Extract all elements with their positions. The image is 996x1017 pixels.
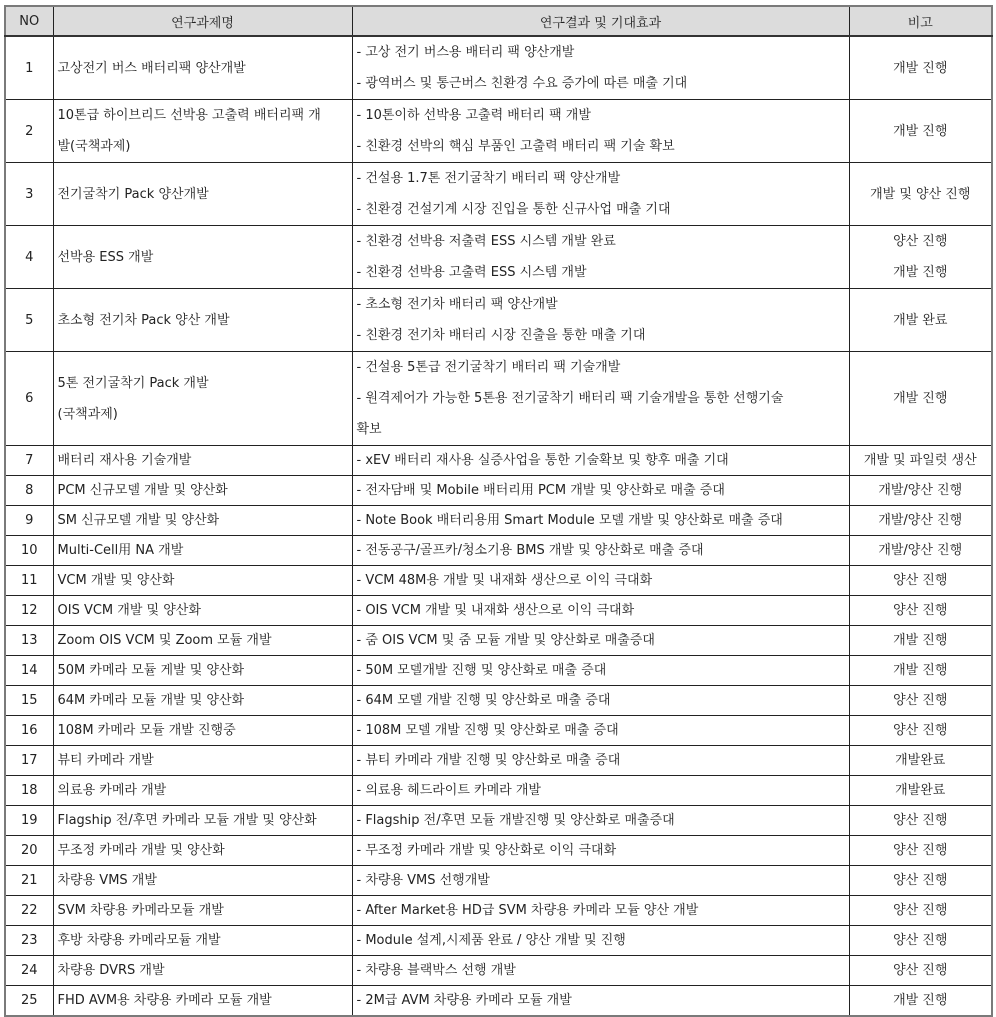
- row-number: 4: [5, 226, 53, 289]
- result-and-effect-line: - 줌 OIS VCM 및 줌 모듈 개발 및 양산화로 매출증대: [356, 633, 655, 648]
- result-and-effect: [352, 866, 849, 896]
- status-note: [849, 226, 992, 289]
- status-note: [849, 836, 992, 866]
- table-row: [5, 686, 992, 716]
- result-and-effect: [352, 656, 849, 686]
- status-note-line: 양산 진행: [893, 963, 948, 978]
- status-note: [849, 352, 992, 446]
- result-and-effect-line: - 친환경 건설기계 시장 진입을 통한 신규사업 매출 기대: [356, 202, 671, 217]
- project-title: [53, 776, 352, 806]
- table-row: [5, 956, 992, 986]
- project-title: [53, 163, 352, 226]
- project-title-line: FHD AVM용 차량용 카메라 모듈 개발: [57, 993, 272, 1008]
- table-row: [5, 716, 992, 746]
- result-and-effect-line: 확보: [356, 422, 382, 437]
- table-row: [5, 36, 992, 100]
- row-number: 15: [5, 686, 53, 716]
- result-and-effect-line: - Module 설계,시제품 완료 / 양산 개발 및 진행: [356, 933, 626, 948]
- table-row: [5, 866, 992, 896]
- row-number: 6: [5, 352, 53, 446]
- result-and-effect-line: - VCM 48M용 개발 및 내재화 생산으로 이익 극대화: [356, 573, 653, 588]
- status-note: [849, 476, 992, 506]
- row-number: 19: [5, 806, 53, 836]
- project-title: [53, 896, 352, 926]
- status-note: [849, 746, 992, 776]
- status-note-line: 양산 진행: [893, 693, 948, 708]
- table-container: [4, 5, 993, 1017]
- project-title: [53, 352, 352, 446]
- result-and-effect: [352, 686, 849, 716]
- header-title: 연구과제명: [53, 6, 352, 36]
- table-body: [5, 36, 992, 1016]
- row-number: 22: [5, 896, 53, 926]
- project-title-line: 전기굴착기 Pack 양산개발: [57, 186, 209, 202]
- result-and-effect-line: - 의료용 헤드라이트 카메라 개발: [356, 783, 541, 798]
- row-number: 20: [5, 836, 53, 866]
- table-row: [5, 100, 992, 163]
- project-title-line: Multi-Cell用 NA 개발: [57, 543, 184, 558]
- status-note-line: 양산 진행: [893, 933, 948, 948]
- result-and-effect: [352, 746, 849, 776]
- result-and-effect-line: - 2M급 AVM 차량용 카메라 모듈 개발: [356, 993, 572, 1008]
- table-row: [5, 476, 992, 506]
- result-and-effect: [352, 956, 849, 986]
- table-row: [5, 806, 992, 836]
- row-number: 17: [5, 746, 53, 776]
- status-note: [849, 776, 992, 806]
- result-and-effect-line: - 원격제어가 가능한 5톤용 전기굴착기 배터리 팩 기술개발을 통한 선행기술: [356, 391, 784, 406]
- result-and-effect-line: - 초소형 전기차 배터리 팩 양산개발: [356, 297, 558, 312]
- project-title: [53, 806, 352, 836]
- table-row: [5, 289, 992, 352]
- project-title-line: 고상전기 버스 배터리팩 양산개발: [57, 60, 246, 76]
- result-and-effect: [352, 226, 849, 289]
- status-note-line: 개발 및 파일럿 생산: [863, 453, 977, 468]
- status-note: [849, 163, 992, 226]
- row-number: 1: [5, 36, 53, 100]
- status-note-line: 개발 진행: [893, 123, 948, 139]
- header-note: 비고: [849, 6, 992, 36]
- row-number: 7: [5, 446, 53, 476]
- status-note: [849, 956, 992, 986]
- result-and-effect-line: - 전동공구/골프카/청소기용 BMS 개발 및 양산화로 매출 증대: [356, 543, 704, 558]
- result-and-effect-line: - 건설용 1.7톤 전기굴착기 배터리 팩 양산개발: [356, 171, 621, 186]
- result-and-effect-line: - 고상 전기 버스용 배터리 팩 양산개발: [356, 45, 575, 60]
- project-title-line: OIS VCM 개발 및 양산화: [57, 603, 201, 618]
- status-note-line: 양산 진행: [893, 573, 948, 588]
- result-and-effect-line: - OIS VCM 개발 및 내재화 생산으로 이익 극대화: [356, 603, 635, 618]
- row-number: 3: [5, 163, 53, 226]
- status-note: [849, 866, 992, 896]
- status-note-line: 양산 진행: [893, 723, 948, 738]
- status-note-line: 개발 진행: [893, 265, 948, 280]
- result-and-effect-line: - Flagship 전/후면 모듈 개발진행 및 양산화로 매출증대: [356, 813, 675, 828]
- project-title: [53, 566, 352, 596]
- result-and-effect-line: - 친환경 선박의 핵심 부품인 고출력 배터리 팩 기술 확보: [356, 139, 675, 154]
- status-note-line: 양산 진행: [893, 813, 948, 828]
- result-and-effect-line: - 건설용 5톤급 전기굴착기 배터리 팩 기술개발: [356, 360, 621, 375]
- result-and-effect: [352, 926, 849, 956]
- table-row: [5, 746, 992, 776]
- header-no: NO: [5, 6, 53, 36]
- table-row: [5, 506, 992, 536]
- table-row: [5, 776, 992, 806]
- project-title-line: 50M 카메라 모듈 게발 및 양산화: [57, 663, 245, 678]
- status-note: [849, 986, 992, 1017]
- status-note-line: 개발 진행: [893, 391, 948, 406]
- status-note-line: 개발 진행: [893, 633, 948, 648]
- project-title: [53, 506, 352, 536]
- result-and-effect: [352, 446, 849, 476]
- status-note: [849, 656, 992, 686]
- result-and-effect-line: - 50M 모델개발 진행 및 양산화로 매출 증대: [356, 663, 607, 678]
- project-title: [53, 926, 352, 956]
- project-title-line: 108M 카메라 모듈 개발 진행중: [57, 723, 236, 738]
- result-and-effect-line: - 10톤이하 선박용 고출력 배터리 팩 개발: [356, 108, 591, 123]
- table-row: [5, 926, 992, 956]
- project-title: [53, 746, 352, 776]
- result-and-effect-line: - After Market용 HD급 SVM 차량용 카메라 모듈 양산 개발: [356, 903, 699, 918]
- project-title-line: PCM 신규모델 개발 및 양산화: [57, 483, 228, 498]
- result-and-effect-line: - 무조정 카메라 개발 및 양산화로 이익 극대화: [356, 843, 617, 858]
- status-note-line: 개발완료: [895, 753, 946, 768]
- status-note: [849, 626, 992, 656]
- project-title-line: SM 신규모델 개발 및 양산화: [57, 513, 220, 528]
- status-note: [849, 686, 992, 716]
- result-and-effect: [352, 352, 849, 446]
- project-title: [53, 289, 352, 352]
- result-and-effect: [352, 100, 849, 163]
- result-and-effect: [352, 596, 849, 626]
- status-note-line: 개발 및 양산 진행: [870, 186, 971, 202]
- result-and-effect: [352, 566, 849, 596]
- project-title-line: 의료용 카메라 개발: [57, 783, 167, 798]
- result-and-effect-line: - Note Book 배터리용用 Smart Module 모델 개발 및 양산화로 매출 증대: [356, 513, 783, 528]
- status-note-line: 양산 진행: [893, 903, 948, 918]
- status-note-line: 양산 진행: [893, 234, 948, 249]
- result-and-effect-line: - 뷰티 카메라 개발 진행 및 양산화로 매출 증대: [356, 753, 621, 768]
- project-title: [53, 226, 352, 289]
- project-title: [53, 476, 352, 506]
- result-and-effect: [352, 806, 849, 836]
- row-number: 5: [5, 289, 53, 352]
- result-and-effect-line: - 전자담배 및 Mobile 배터리用 PCM 개발 및 양산화로 매출 증대: [356, 483, 725, 498]
- result-and-effect: [352, 536, 849, 566]
- project-title: [53, 596, 352, 626]
- result-and-effect-line: - 친환경 선박용 고출력 ESS 시스템 개발: [356, 265, 587, 280]
- row-number: 11: [5, 566, 53, 596]
- result-and-effect: [352, 476, 849, 506]
- project-title-line: Flagship 전/후면 카메라 모듈 개발 및 양산화: [57, 813, 317, 828]
- status-note-line: 개발 진행: [893, 993, 948, 1008]
- result-and-effect-line: - 차량용 블랙박스 선행 개발: [356, 963, 516, 978]
- table-row: [5, 163, 992, 226]
- project-title-line: 10톤급 하이브리드 선박용 고출력 배터리팩 개: [57, 108, 321, 123]
- status-note: [849, 289, 992, 352]
- project-title-line: SVM 차량용 카메라모듈 개발: [57, 903, 224, 918]
- table-row: [5, 626, 992, 656]
- project-title-line: 배터리 재사용 기술개발: [57, 453, 192, 468]
- status-note-line: 양산 진행: [893, 873, 948, 888]
- project-title-line: 선박용 ESS 개발: [57, 249, 154, 265]
- table-row: [5, 836, 992, 866]
- result-and-effect: [352, 289, 849, 352]
- table-row: [5, 656, 992, 686]
- project-title: [53, 956, 352, 986]
- table-row: [5, 226, 992, 289]
- result-and-effect-line: - xEV 배터리 재사용 실증사업을 통한 기술확보 및 향후 매출 기대: [356, 453, 729, 468]
- project-title: [53, 686, 352, 716]
- result-and-effect: [352, 776, 849, 806]
- project-title-line: 무조정 카메라 개발 및 양산화: [57, 843, 225, 858]
- table-row: [5, 566, 992, 596]
- result-and-effect: [352, 506, 849, 536]
- status-note: [849, 566, 992, 596]
- project-title-line: 차량용 DVRS 개발: [57, 963, 165, 978]
- row-number: 13: [5, 626, 53, 656]
- status-note-line: 개발 진행: [893, 663, 948, 678]
- row-number: 21: [5, 866, 53, 896]
- row-number: 24: [5, 956, 53, 986]
- project-title: [53, 836, 352, 866]
- table-row: [5, 536, 992, 566]
- result-and-effect-line: - 광역버스 및 통근버스 친환경 수요 증가에 따른 매출 기대: [356, 76, 688, 91]
- project-title-line: 초소형 전기차 Pack 양산 개발: [57, 312, 230, 328]
- status-note: [849, 716, 992, 746]
- status-note-line: 개발 완료: [893, 312, 948, 328]
- result-and-effect-line: - 64M 모델 개발 진행 및 양산화로 매출 증대: [356, 693, 611, 708]
- project-title: [53, 100, 352, 163]
- row-number: 25: [5, 986, 53, 1017]
- status-note-line: 양산 진행: [893, 843, 948, 858]
- status-note: [849, 100, 992, 163]
- result-and-effect: [352, 986, 849, 1017]
- status-note: [849, 896, 992, 926]
- header-result: 연구결과 및 기대효과: [352, 6, 849, 36]
- project-title-line: VCM 개발 및 양산화: [57, 573, 175, 588]
- project-title: [53, 986, 352, 1017]
- project-title-line: 64M 카메라 모듈 개발 및 양산화: [57, 693, 245, 708]
- result-and-effect: [352, 626, 849, 656]
- status-note: [849, 446, 992, 476]
- status-note-line: 양산 진행: [893, 603, 948, 618]
- project-title-line: 차량용 VMS 개발: [57, 873, 157, 888]
- table-row: [5, 986, 992, 1017]
- project-title: [53, 656, 352, 686]
- status-note-line: 개발/양산 진행: [878, 543, 963, 558]
- project-title: [53, 626, 352, 656]
- project-title: [53, 446, 352, 476]
- row-number: 18: [5, 776, 53, 806]
- project-title: [53, 716, 352, 746]
- row-number: 10: [5, 536, 53, 566]
- row-number: 23: [5, 926, 53, 956]
- row-number: 9: [5, 506, 53, 536]
- result-and-effect: [352, 836, 849, 866]
- result-and-effect: [352, 36, 849, 100]
- project-title-line: Zoom OIS VCM 및 Zoom 모듈 개발: [57, 633, 272, 648]
- result-and-effect: [352, 163, 849, 226]
- status-note-line: 개발완료: [895, 783, 946, 798]
- status-note: [849, 536, 992, 566]
- table-row: [5, 596, 992, 626]
- project-title-line: 발(국책과제): [57, 139, 131, 154]
- project-title: [53, 866, 352, 896]
- project-title-line: (국책과제): [57, 406, 118, 422]
- result-and-effect: [352, 716, 849, 746]
- row-number: 16: [5, 716, 53, 746]
- project-title-line: 뷰티 카메라 개발: [57, 753, 154, 768]
- result-and-effect-line: - 친환경 선박용 저출력 ESS 시스템 개발 완료: [356, 234, 616, 249]
- status-note: [849, 36, 992, 100]
- row-number: 14: [5, 656, 53, 686]
- status-note: [849, 926, 992, 956]
- status-note-line: 개발/양산 진행: [878, 483, 963, 498]
- project-title: [53, 536, 352, 566]
- result-and-effect-line: - 차량용 VMS 선행개발: [356, 873, 490, 888]
- status-note: [849, 506, 992, 536]
- status-note-line: 개발/양산 진행: [878, 513, 963, 528]
- table-row: [5, 446, 992, 476]
- row-number: 2: [5, 100, 53, 163]
- row-number: 8: [5, 476, 53, 506]
- row-number: 12: [5, 596, 53, 626]
- research-projects-table: [4, 5, 993, 1017]
- status-note-line: 개발 진행: [893, 60, 948, 76]
- project-title-line: 후방 차량용 카메라모듈 개발: [57, 933, 221, 948]
- table-row: [5, 352, 992, 446]
- table-row: [5, 896, 992, 926]
- result-and-effect-line: - 108M 모델 개발 진행 및 양산화로 매출 증대: [356, 723, 619, 738]
- table-header-row: [5, 6, 992, 36]
- project-title: [53, 36, 352, 100]
- result-and-effect: [352, 896, 849, 926]
- result-and-effect-line: - 친환경 전기차 배터리 시장 진출을 통한 매출 기대: [356, 328, 646, 343]
- project-title-line: 5톤 전기굴착기 Pack 개발: [57, 375, 209, 391]
- status-note: [849, 596, 992, 626]
- status-note: [849, 806, 992, 836]
